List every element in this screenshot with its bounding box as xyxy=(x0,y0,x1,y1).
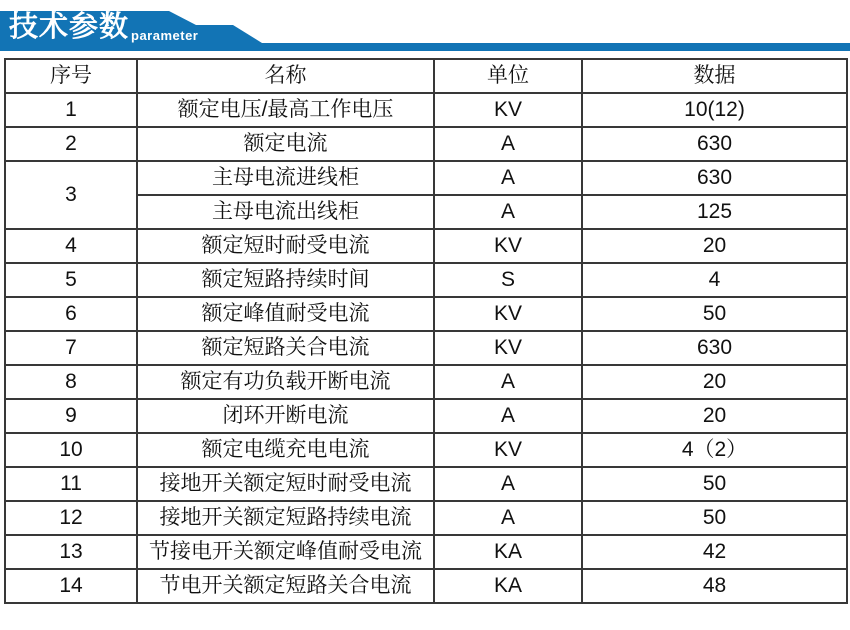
cell-no: 9 xyxy=(5,399,137,433)
cell-name: 额定有功负载开断电流 xyxy=(137,365,434,399)
cell-name: 接地开关额定短时耐受电流 xyxy=(137,467,434,501)
cell-unit: KV xyxy=(434,93,582,127)
cell-value: 4 xyxy=(582,263,847,297)
table-row xyxy=(5,93,847,127)
cell-unit: A xyxy=(434,399,582,433)
cell-unit: KA xyxy=(434,569,582,603)
cell-unit: KV xyxy=(434,229,582,263)
cell-value: 20 xyxy=(582,365,847,399)
cell-name: 节接电开关额定峰值耐受电流 xyxy=(137,535,434,569)
cell-name: 额定电流 xyxy=(137,127,434,161)
cell-no: 4 xyxy=(5,229,137,263)
cell-no: 13 xyxy=(5,535,137,569)
cell-name: 接地开关额定短路持续电流 xyxy=(137,501,434,535)
parameter-table-body xyxy=(5,93,847,603)
cell-value: 50 xyxy=(582,501,847,535)
cell-value: 50 xyxy=(582,467,847,501)
table-row xyxy=(5,399,847,433)
cell-name: 主母电流出线柜 xyxy=(137,195,434,229)
cell-name: 节电开关额定短路关合电流 xyxy=(137,569,434,603)
parameter-table xyxy=(4,58,848,604)
cell-unit: A xyxy=(434,467,582,501)
cell-unit: A xyxy=(434,161,582,195)
table-row xyxy=(5,297,847,331)
cell-no: 5 xyxy=(5,263,137,297)
page-subtitle: parameter xyxy=(131,28,199,43)
page-title: 技术参数 xyxy=(9,11,130,43)
cell-value: 630 xyxy=(582,127,847,161)
header-value: 数据 xyxy=(582,59,847,93)
cell-unit: KV xyxy=(434,433,582,467)
header-unit: 单位 xyxy=(434,59,582,93)
cell-value: 630 xyxy=(582,161,847,195)
cell-unit: S xyxy=(434,263,582,297)
cell-unit: A xyxy=(434,195,582,229)
cell-value: 42 xyxy=(582,535,847,569)
cell-value: 50 xyxy=(582,297,847,331)
cell-name: 额定电缆充电电流 xyxy=(137,433,434,467)
cell-value: 630 xyxy=(582,331,847,365)
cell-name: 额定峰值耐受电流 xyxy=(137,297,434,331)
table-header-row xyxy=(5,59,847,93)
cell-no: 3 xyxy=(5,161,137,229)
table-row xyxy=(5,263,847,297)
cell-no: 11 xyxy=(5,467,137,501)
table-row xyxy=(5,501,847,535)
cell-no: 1 xyxy=(5,93,137,127)
table-row xyxy=(5,433,847,467)
cell-no: 8 xyxy=(5,365,137,399)
cell-unit: KA xyxy=(434,535,582,569)
table-row xyxy=(5,467,847,501)
cell-value: 4（2） xyxy=(582,433,847,467)
cell-name: 额定短路持续时间 xyxy=(137,263,434,297)
cell-no: 10 xyxy=(5,433,137,467)
table-row xyxy=(5,569,847,603)
table-row xyxy=(5,331,847,365)
table-row xyxy=(5,127,847,161)
cell-value: 125 xyxy=(582,195,847,229)
cell-name: 额定短路关合电流 xyxy=(137,331,434,365)
cell-value: 48 xyxy=(582,569,847,603)
cell-value: 20 xyxy=(582,399,847,433)
cell-value: 20 xyxy=(582,229,847,263)
cell-unit: A xyxy=(434,127,582,161)
cell-unit: A xyxy=(434,501,582,535)
header-no: 序号 xyxy=(5,59,137,93)
cell-no: 6 xyxy=(5,297,137,331)
cell-unit: KV xyxy=(434,331,582,365)
table-row xyxy=(5,535,847,569)
cell-name: 额定短时耐受电流 xyxy=(137,229,434,263)
table-row xyxy=(5,161,847,195)
cell-unit: A xyxy=(434,365,582,399)
cell-value: 10(12) xyxy=(582,93,847,127)
cell-unit: KV xyxy=(434,297,582,331)
cell-no: 14 xyxy=(5,569,137,603)
cell-name: 闭环开断电流 xyxy=(137,399,434,433)
header-name: 名称 xyxy=(137,59,434,93)
cell-name: 主母电流进线柜 xyxy=(137,161,434,195)
table-row xyxy=(5,365,847,399)
table-row xyxy=(5,229,847,263)
cell-name: 额定电压/最高工作电压 xyxy=(137,93,434,127)
cell-no: 12 xyxy=(5,501,137,535)
cell-no: 2 xyxy=(5,127,137,161)
cell-no: 7 xyxy=(5,331,137,365)
